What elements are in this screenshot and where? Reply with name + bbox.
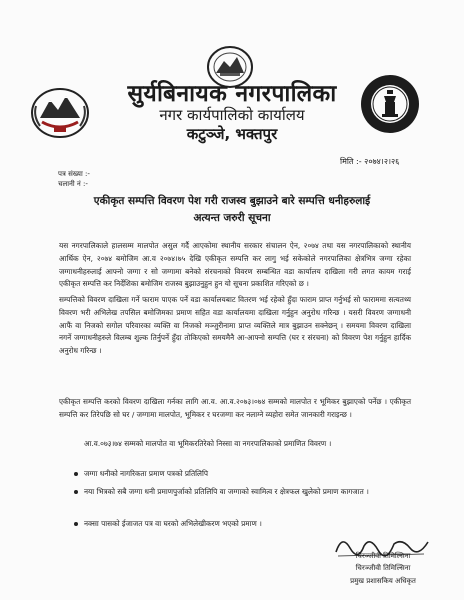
subject-line-2: अत्यन्त जरुरी सूचना — [193, 212, 271, 224]
letter-number: पत्र संख्या :- — [58, 170, 90, 178]
signatory-name-stamp: चिरञ्जीवी तिमिल्सिना — [355, 564, 411, 572]
body-paragraph-1: यस नगरपालिकाले हालसम्म मालपोत असुल गर्दै आएकोमा स्थानीय सरकार संचालन ऐन, २०७४ तथा यस नगरपालिकाको स्थानीय आर्थिक ऐन, २०७४ बमोजिम आ.व २०७४।७५ देखि एकीकृत सम्पत्ति कर लागु भई सकेकोले नगरपालिका क्षेत्रभित्र जग्गा रहेका जग्गाधनीहरुलाई आफ्नो जग्गा र सो जग्गामा बनेको संरचनाको विवरण सम्बन्धित वडा कार्यालय दाखिला गरी लगत कायम गराई एकीकृत सम्पत्ति कर निर्देशिका बमोजिम राजस्व बुझाउनुहुन हुन यो सूचना प्रकाशित गरिएको छ । — [59, 241, 411, 289]
list-item-text: नया भित्रको सबै जग्गा धनी प्रमाणपुर्जाको प्रतिलिपि वा जग्गाको स्वामित्व र क्षेत्रफल खुलेको प्रमाण कागजात । — [84, 487, 369, 496]
office-name: नगर कार्यपालिको कार्यालय — [159, 106, 305, 124]
subject-line-1: एकीकृत सम्पत्ति विवरण पेश गरी राजस्व बुझाउने बारे सम्पत्ति धनीहरुलाई — [93, 195, 371, 207]
municipality-name: सुर्यबिनायक नगरपालिका — [127, 81, 337, 107]
dispatch-number: चलानी नं :- — [58, 180, 88, 188]
list-item-text: आ.व.०७३।७४ सम्मको मालपोत वा भूमिकरतिरेको निस्सा वा नगरपालिकाको प्रमाणित विवरण । — [84, 439, 332, 448]
signatory-designation: प्रमुख प्रशासकिय अधिकृत — [350, 577, 416, 585]
letter-date: मिति :- २०७४।२।२६ — [340, 157, 400, 166]
body-paragraph-3: एकीकृत सम्पत्ति करको विवरण दाखिला गर्नका लागि आ.व. आ.व.२०७३।०७४ सम्मको मालपोत र भूमिकर बुझाएको पर्नेछ । एकीकृत सम्पत्ति कर तिरेपछि सो घर / जग्गामा मालपोत, भूमिकर र घरजग्गा कर नलाग्ने व्यहोरा समेत जानकारी गराइन्छ । — [59, 397, 411, 419]
bullet-icon — [74, 490, 78, 494]
signatory-name: चिरञ्जीवी तिमिल्सिना — [355, 552, 411, 560]
office-location: कटुञ्जे, भक्तपुर — [186, 125, 278, 143]
bullet-icon — [74, 472, 78, 476]
list-item-text: जग्गा धनीको नागरिकता प्रमाण पत्रको प्रतिलिपि — [84, 469, 208, 478]
body-paragraph-2: सम्पत्तिको विवरण दाखिला गर्ने फाराम पाएक पर्ने वडा कार्यालयबाट वितरण भई रहेको हुँदा फाराम प्राप्त गर्नुभई सो फाराममा सत्यतथ्य विवरण भरी अभिलेख तपसिल बमोजिमका प्रमाण सहित वडा कार्यालयमा दाखिला गर्नुहुन अनुरोध गरिन्छ । यसरी विवरण जग्गाधनी आफैं वा निजको सगोल परिवारका व्यक्ति वा निजको मञ्जुरीनामा प्राप्त व्यक्तिले मात्र बुझाउन सक्नेछन् । समयमा विवरण दाखिला नगर्ने जग्गाधनीहरुले विलम्ब शुल्क तिर्नुपर्ने हुँदा तोकिएको समयमैनै आ-आफ्नो सम्पत्ति (घर र संरचना) को विवरण पेश गर्नुहुन हार्दिक अनुरोध गरिन्छ । — [59, 295, 412, 356]
list-item-text: नक्सा पासको ईजाजत पत्र वा घरको अभिलेखीकरण भएको प्रमाण । — [84, 519, 262, 528]
list-item — [84, 438, 404, 451]
list-item — [84, 468, 404, 481]
bullet-icon — [74, 522, 78, 526]
list-item — [84, 486, 404, 499]
